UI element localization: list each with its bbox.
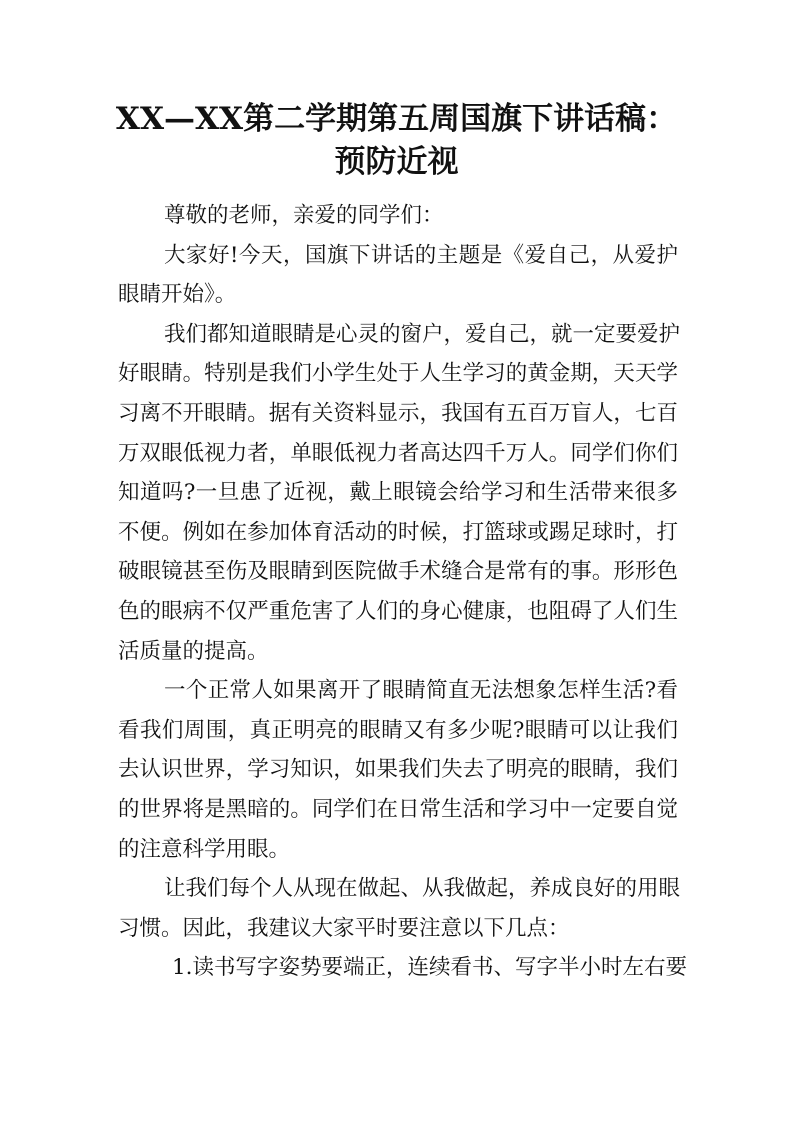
paragraph-2-line-9: 活质量的提高。 <box>118 638 269 664</box>
paragraph-2-line-3: 习离不开眼睛。据有关资料显示，我国有五百万盲人，七百 <box>118 400 678 426</box>
list-item-1-line-1: 1.读书写字姿势要端正，连续看书、写字半小时左右要 <box>172 955 688 981</box>
paragraph-3-line-2: 看我们周围，真正明亮的眼睛又有多少呢?眼睛可以让我们 <box>118 717 678 743</box>
paragraph-2-line-8: 色的眼病不仅严重危害了人们的身心健康，也阻碍了人们生 <box>118 598 678 624</box>
paragraph-3-line-3: 去认识世界，学习知识，如果我们失去了明亮的眼睛，我们 <box>118 757 678 783</box>
paragraph-3-line-1: 一个正常人如果离开了眼睛简直无法想象怎样生活?看 <box>164 678 678 704</box>
document-title-line-1: XX—XX第二学期第五周国旗下讲话稿： <box>115 101 678 137</box>
paragraph-2-line-4: 万双眼低视力者，单眼低视力者高达四千万人。同学们你们 <box>118 440 678 466</box>
paragraph-1-line-1: 大家好!今天，国旗下讲话的主题是《爱自己，从爱护 <box>164 242 678 268</box>
paragraph-2-line-2: 好眼睛。特别是我们小学生处于人生学习的黄金期，天天学 <box>118 361 678 387</box>
document-title-line-2: 预防近视 <box>334 144 459 180</box>
paragraph-4-line-1: 让我们每个人从现在做起、从我做起，养成良好的用眼 <box>164 876 681 902</box>
document-body <box>118 196 688 988</box>
paragraph-3-line-5: 的注意科学用眼。 <box>118 836 291 862</box>
paragraph-4-line-2: 习惯。因此，我建议大家平时要注意以下几点： <box>118 915 570 941</box>
paragraph-3-line-4: 的世界将是黑暗的。同学们在日常生活和学习中一定要自觉 <box>118 796 678 822</box>
paragraph-2-line-5: 知道吗?一旦患了近视，戴上眼镜会给学习和生活带来很多 <box>118 480 678 506</box>
paragraph-2-line-7: 破眼镜甚至伤及眼睛到医院做手术缝合是常有的事。形形色 <box>118 559 678 585</box>
paragraph-2-line-1: 我们都知道眼睛是心灵的窗户，爱自己，就一定要爱护 <box>164 321 681 347</box>
salutation-line: 尊敬的老师，亲爱的同学们： <box>164 203 444 228</box>
paragraph-1-line-2: 眼睛开始》。 <box>118 282 237 308</box>
paragraph-2-line-6: 不便。例如在参加体育活动的时候，打篮球或踢足球时，打 <box>118 519 678 545</box>
